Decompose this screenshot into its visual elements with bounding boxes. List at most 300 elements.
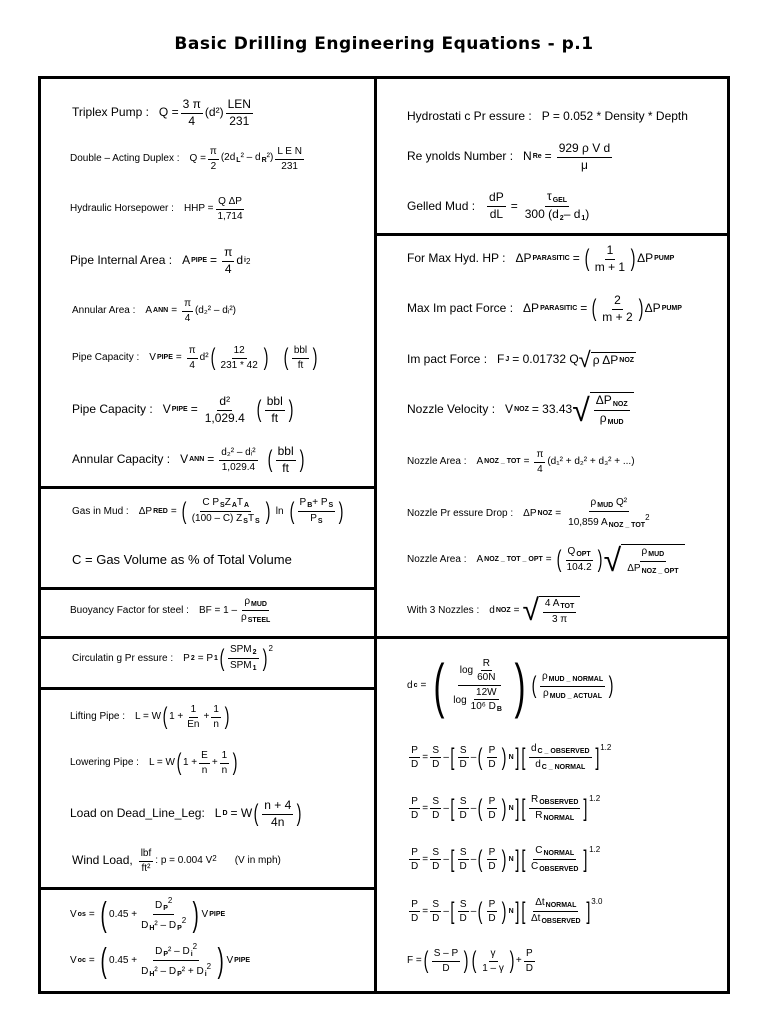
equals: = bbox=[207, 452, 215, 467]
numerator bbox=[540, 671, 605, 686]
term-part: SPM bbox=[229, 644, 252, 655]
superscript: 1.2 bbox=[589, 794, 601, 803]
fraction bbox=[534, 449, 545, 475]
equation-label: With 3 Nozzles : bbox=[407, 605, 480, 617]
fraction bbox=[529, 845, 580, 874]
subscript: i bbox=[190, 951, 193, 958]
term-part: ρ bbox=[641, 546, 648, 558]
paren: ( bbox=[253, 800, 259, 828]
numerator bbox=[589, 497, 630, 512]
equation-label: Max Im pact Force : bbox=[407, 301, 514, 316]
bracket: [ bbox=[450, 845, 455, 873]
radical-sign: √ bbox=[578, 347, 591, 372]
numerator: lbf bbox=[139, 848, 154, 862]
numerator: π bbox=[534, 449, 545, 463]
subscript: S bbox=[255, 518, 260, 526]
numerator: 929 ρ V d bbox=[557, 142, 613, 158]
denominator: 1,029.4 bbox=[221, 461, 256, 473]
equals: = bbox=[420, 680, 427, 692]
fraction bbox=[275, 146, 304, 172]
denominator: 4n bbox=[271, 814, 285, 829]
bracket: [ bbox=[450, 794, 455, 822]
numerator: 1 bbox=[220, 750, 230, 764]
square-root bbox=[604, 544, 685, 576]
paren: ( bbox=[477, 794, 483, 822]
subscript: MUD bbox=[607, 419, 624, 427]
subscript: N bbox=[508, 855, 514, 863]
subscript: 1 bbox=[581, 215, 586, 223]
triplex-pump-equation bbox=[72, 98, 255, 129]
divider bbox=[38, 687, 376, 690]
equals: = bbox=[190, 402, 198, 417]
subscript: R bbox=[261, 157, 267, 165]
pore-pressure-dc-equation bbox=[407, 743, 611, 772]
equals: = P bbox=[197, 652, 214, 664]
denominator bbox=[523, 207, 592, 223]
denominator: 3 π bbox=[551, 614, 568, 626]
equals: = bbox=[544, 149, 552, 164]
denominator: D bbox=[488, 913, 496, 925]
term-part: C bbox=[530, 861, 539, 873]
fraction bbox=[458, 847, 469, 873]
slip-velocity-equation-1 bbox=[70, 896, 225, 933]
numerator: π bbox=[187, 345, 198, 359]
numerator bbox=[594, 394, 630, 411]
fraction bbox=[593, 244, 627, 275]
paren: ) bbox=[514, 652, 526, 719]
subscript: MUD bbox=[648, 551, 665, 559]
subscript: D bbox=[222, 810, 228, 818]
term: 0.45 + bbox=[109, 908, 138, 920]
denominator: 4 bbox=[189, 359, 195, 371]
divider bbox=[38, 887, 376, 890]
term-part: D bbox=[155, 946, 163, 957]
denominator bbox=[469, 700, 504, 714]
denominator bbox=[533, 758, 587, 772]
term: ΔP bbox=[644, 301, 661, 316]
subscript: OBSERVED bbox=[541, 918, 581, 926]
fraction bbox=[185, 704, 201, 730]
numerator: P bbox=[487, 796, 498, 810]
denominator: 231 bbox=[281, 160, 298, 172]
subscript: MUD _ ACTUAL bbox=[549, 692, 602, 700]
lowering-pipe-equation bbox=[70, 750, 239, 776]
denominator: D bbox=[432, 913, 440, 925]
annular-area-equation bbox=[72, 298, 236, 324]
denominator: 60N bbox=[477, 672, 496, 684]
term-part: ρ bbox=[241, 612, 247, 624]
term-part: 4 A bbox=[544, 598, 560, 610]
ln-operator: ln bbox=[275, 505, 284, 517]
numerator: S bbox=[458, 899, 469, 913]
subscript: NOZ bbox=[514, 405, 529, 413]
unit-fraction bbox=[139, 848, 154, 874]
denominator: 4 bbox=[188, 113, 196, 128]
denominator bbox=[533, 809, 576, 823]
equation-label: Re ynolds Number : bbox=[407, 149, 514, 164]
gelled-mud-equation bbox=[407, 190, 593, 223]
fraction bbox=[226, 98, 253, 129]
subscript: S bbox=[220, 502, 225, 509]
equation-lhs: V bbox=[70, 954, 77, 966]
denominator: m + 1 bbox=[594, 259, 626, 274]
equation-label: Pipe Internal Area : bbox=[70, 253, 173, 268]
paren: ( bbox=[477, 743, 483, 771]
paren: ) bbox=[630, 245, 636, 273]
superscript: 2 bbox=[645, 513, 650, 523]
equals: = bbox=[580, 301, 588, 316]
equation-lhs: A bbox=[476, 456, 484, 468]
term bbox=[221, 152, 273, 165]
equals: = bbox=[170, 505, 177, 517]
denominator: μ bbox=[580, 157, 588, 172]
fraction bbox=[486, 796, 497, 822]
subscript: 2 bbox=[252, 649, 257, 656]
fraction bbox=[566, 497, 651, 530]
radicand bbox=[591, 352, 636, 368]
term-part: (100 – C) Z bbox=[191, 513, 243, 525]
minus: – bbox=[443, 853, 449, 865]
denominator: En bbox=[187, 718, 200, 730]
numerator: π bbox=[208, 146, 219, 160]
fraction bbox=[451, 658, 508, 715]
superscript: 2 bbox=[245, 256, 251, 266]
paren: ( bbox=[433, 652, 445, 719]
subscript: PIPE bbox=[156, 353, 173, 361]
term-part: ² – D bbox=[154, 920, 177, 932]
fraction bbox=[480, 948, 506, 974]
equals: = bbox=[210, 253, 218, 268]
subscript: S bbox=[243, 518, 248, 526]
equation-lhs: ΔP bbox=[138, 505, 153, 517]
paren: ) bbox=[597, 546, 603, 573]
equation-lhs: L = W bbox=[148, 757, 175, 769]
superscript: 2 bbox=[181, 916, 187, 926]
term: (d²) bbox=[204, 105, 224, 120]
annular-capacity-equation bbox=[72, 445, 306, 476]
subscript: MUD bbox=[597, 502, 614, 509]
bracket: [ bbox=[450, 897, 455, 925]
divider bbox=[38, 486, 376, 489]
paren: ) bbox=[224, 703, 230, 730]
equals: = bbox=[422, 853, 429, 865]
paren: ( bbox=[584, 245, 590, 273]
equation-label: Double – Acting Duplex : bbox=[70, 153, 180, 165]
term: V bbox=[201, 908, 209, 920]
bracket: [ bbox=[521, 845, 526, 873]
equation-label: Hydrostati c Pr essure : bbox=[407, 109, 532, 123]
paren: ) bbox=[299, 446, 305, 474]
term-part: R bbox=[530, 794, 539, 805]
equals: = bbox=[171, 305, 178, 317]
subscript: B bbox=[496, 706, 502, 714]
log-operator: log bbox=[459, 664, 474, 676]
term-part: d bbox=[530, 743, 537, 754]
fraction bbox=[430, 847, 441, 873]
numerator bbox=[458, 658, 502, 686]
fraction bbox=[220, 750, 230, 776]
circulating-pressure-equation bbox=[72, 644, 273, 673]
fraction bbox=[469, 687, 504, 715]
numerator: π bbox=[222, 246, 234, 262]
equation-lhs: Q = bbox=[189, 153, 206, 165]
numerator: P bbox=[409, 796, 420, 810]
denominator bbox=[139, 915, 188, 933]
subscript: NOZ _ TOT bbox=[608, 522, 646, 530]
superscript: 2 bbox=[167, 896, 173, 905]
fraction bbox=[475, 658, 497, 684]
term-part: (2d bbox=[220, 152, 236, 164]
denominator: D bbox=[525, 962, 533, 974]
minus: – bbox=[470, 853, 477, 865]
paren: ( bbox=[471, 947, 477, 974]
paren: ( bbox=[219, 644, 225, 672]
pipe-capacity-equation-1 bbox=[72, 345, 319, 371]
term-part: – d bbox=[563, 207, 581, 222]
equation-rhs: P = 0.052 * Density * Depth bbox=[541, 109, 688, 123]
radical-sign: √ bbox=[572, 391, 590, 428]
equation-lhs: BF = 1 – bbox=[198, 604, 238, 616]
subscript: ANN bbox=[189, 456, 205, 464]
term-part: Δt bbox=[530, 913, 541, 925]
denominator: n bbox=[213, 718, 219, 730]
equation-label: Pipe Capacity : bbox=[72, 402, 153, 417]
paren: ( bbox=[210, 344, 215, 371]
equation-label: Gelled Mud : bbox=[407, 198, 476, 213]
divider bbox=[38, 587, 376, 590]
numerator: bbl bbox=[276, 445, 296, 461]
double-acting-duplex-equation bbox=[70, 146, 306, 172]
paren: ) bbox=[288, 396, 294, 424]
term-part: ρ ΔP bbox=[592, 353, 619, 368]
minus: – bbox=[470, 905, 477, 917]
fraction bbox=[409, 745, 420, 771]
numerator: γ bbox=[489, 948, 498, 962]
fraction bbox=[139, 942, 213, 979]
subscript: NOZ bbox=[495, 606, 511, 614]
superscript: 3.0 bbox=[591, 897, 603, 906]
denominator bbox=[308, 512, 324, 526]
term: 1 + bbox=[169, 711, 184, 723]
equals: = bbox=[88, 908, 95, 920]
denominator: D bbox=[459, 759, 467, 771]
term-part: ρ bbox=[590, 497, 597, 508]
term-part: D bbox=[154, 900, 163, 911]
term-part: T bbox=[236, 497, 243, 508]
numerator: 12W bbox=[474, 687, 499, 701]
subscript: P bbox=[163, 905, 168, 912]
paren: ) bbox=[312, 344, 318, 371]
bracket: ] bbox=[514, 845, 519, 873]
pore-pressure-sonic-equation bbox=[407, 897, 602, 926]
equation-label: Pipe Capacity : bbox=[72, 352, 140, 364]
fraction bbox=[430, 745, 441, 771]
subscript: N bbox=[508, 753, 514, 761]
divider bbox=[374, 233, 730, 236]
equation-rhs: : p = 0.004 V bbox=[155, 855, 213, 867]
subscript: OPT bbox=[576, 551, 591, 559]
dead-line-load-equation bbox=[70, 799, 303, 830]
denominator: ft² bbox=[141, 862, 151, 874]
term-part: ΔP bbox=[595, 393, 612, 407]
subscript: Re bbox=[532, 153, 542, 161]
subscript: MUD _ NORMAL bbox=[548, 676, 604, 684]
fraction bbox=[432, 948, 460, 974]
denominator: D bbox=[459, 913, 467, 925]
subscript: J bbox=[505, 355, 510, 363]
fraction bbox=[219, 345, 260, 371]
fraction bbox=[262, 799, 293, 830]
numerator: R bbox=[481, 658, 492, 672]
denominator: ft bbox=[282, 460, 289, 475]
paren: ) bbox=[509, 947, 515, 974]
fraction bbox=[557, 142, 613, 173]
bracket: ] bbox=[583, 794, 588, 822]
numerator: bbl bbox=[265, 395, 285, 411]
equals: = bbox=[572, 251, 580, 266]
term-part: P bbox=[310, 513, 317, 525]
term-part: Q² bbox=[615, 497, 628, 508]
numerator: n + 4 bbox=[262, 799, 293, 815]
superscript: 2 bbox=[212, 854, 217, 863]
term-part: Δt bbox=[535, 897, 545, 908]
paren: ) bbox=[262, 644, 267, 672]
subscript: PARASITIC bbox=[532, 255, 570, 263]
term-part: P bbox=[299, 497, 307, 508]
fraction bbox=[540, 671, 605, 700]
unit-note: (V in mph) bbox=[234, 855, 281, 867]
equation-label: Lifting Pipe : bbox=[70, 711, 126, 723]
numerator bbox=[529, 794, 580, 809]
bracket: ] bbox=[583, 845, 588, 873]
term-part: Q bbox=[567, 546, 576, 558]
subscript: GEL bbox=[552, 197, 568, 204]
term-part: ² – D bbox=[168, 946, 190, 957]
term-part: ² – D bbox=[154, 966, 177, 978]
paren: ( bbox=[283, 344, 289, 371]
denominator: D bbox=[488, 759, 496, 771]
bracket: ] bbox=[594, 743, 599, 771]
numerator: P bbox=[524, 948, 535, 962]
numerator: d² bbox=[217, 395, 232, 411]
numerator: Q ΔP bbox=[216, 196, 244, 210]
paren: ( bbox=[477, 897, 483, 925]
equation-label: Lowering Pipe : bbox=[70, 757, 139, 769]
fracture-equation bbox=[407, 948, 537, 974]
paren: ( bbox=[591, 295, 597, 323]
denominator: 4 bbox=[537, 463, 543, 475]
paren: ( bbox=[556, 546, 562, 573]
subscript: C _ NORMAL bbox=[541, 764, 586, 772]
subscript: P bbox=[177, 925, 182, 933]
subscript: PIPE bbox=[171, 406, 188, 414]
subscript: PUMP bbox=[654, 255, 675, 263]
numerator: S bbox=[430, 847, 441, 861]
term-part: 300 (d bbox=[524, 207, 559, 222]
equals: = 0.01732 Q bbox=[512, 352, 579, 367]
subscript: PIPE bbox=[234, 956, 251, 964]
denominator: D bbox=[432, 759, 440, 771]
superscript: 1.2 bbox=[589, 845, 601, 854]
numerator: dP bbox=[487, 191, 506, 207]
equation-lhs: V bbox=[70, 908, 77, 920]
term-part: R bbox=[535, 810, 543, 822]
denominator: n bbox=[201, 764, 208, 776]
nozzle-velocity-equation bbox=[407, 392, 634, 427]
fraction bbox=[594, 394, 630, 427]
numerator: 1 bbox=[211, 704, 221, 718]
equals: = bbox=[88, 954, 95, 966]
equals: = 33.43 bbox=[531, 401, 573, 416]
radicand bbox=[621, 544, 684, 575]
bracket: [ bbox=[450, 743, 455, 771]
equals: = bbox=[422, 751, 429, 763]
pore-pressure-conductivity-equation bbox=[407, 845, 600, 874]
paren: ) bbox=[501, 845, 506, 873]
denominator: D bbox=[432, 810, 440, 822]
denominator: 1 – γ bbox=[482, 962, 504, 974]
term: V bbox=[226, 954, 234, 966]
radicand bbox=[539, 596, 580, 626]
equation-lhs: F bbox=[497, 352, 505, 367]
equation-lhs: ΔP bbox=[515, 251, 532, 266]
equation-lhs: V bbox=[180, 452, 189, 467]
term-part: ρ bbox=[599, 411, 607, 426]
subscript: A bbox=[243, 502, 250, 509]
square-root bbox=[522, 596, 580, 626]
equation-label: Load on Dead_Line_Leg: bbox=[70, 806, 205, 821]
term: (d₂² – dᵢ²) bbox=[194, 305, 236, 317]
subscript: NOZ bbox=[537, 509, 553, 517]
gas-in-mud-equation bbox=[72, 497, 345, 526]
paren: ( bbox=[531, 672, 537, 699]
fraction bbox=[486, 847, 497, 873]
paren: ( bbox=[423, 947, 429, 974]
fraction bbox=[430, 899, 441, 925]
subscript: P bbox=[163, 951, 169, 958]
lifting-pipe-equation bbox=[70, 704, 231, 730]
subscript: OBSERVED bbox=[539, 866, 579, 874]
term-part: τ bbox=[546, 189, 552, 203]
term-part: 10⁶ D bbox=[470, 701, 496, 713]
divider bbox=[374, 636, 730, 639]
minus: – bbox=[443, 751, 449, 763]
max-hydraulic-hp-equation bbox=[407, 244, 674, 275]
subscript: c bbox=[413, 681, 418, 689]
radical-sign: √ bbox=[603, 542, 622, 578]
subscript: A bbox=[231, 502, 237, 509]
equation-lhs: L = W bbox=[135, 711, 162, 723]
fraction bbox=[228, 644, 259, 673]
denominator: 4 bbox=[224, 261, 232, 276]
minus: – bbox=[443, 802, 449, 814]
fraction bbox=[600, 294, 634, 325]
square-root bbox=[579, 349, 636, 371]
numerator bbox=[228, 644, 259, 659]
fraction bbox=[190, 497, 262, 526]
equation-lhs: A bbox=[182, 253, 191, 268]
fraction bbox=[486, 899, 497, 925]
term-part: C bbox=[535, 845, 543, 856]
paren: ) bbox=[265, 497, 271, 525]
bracket: ] bbox=[514, 897, 519, 925]
denominator bbox=[625, 562, 680, 576]
fraction bbox=[487, 191, 506, 222]
equation-lhs: V bbox=[505, 401, 514, 416]
fraction bbox=[181, 98, 203, 129]
wind-load-equation bbox=[72, 848, 281, 874]
subscript: 2 bbox=[559, 215, 564, 223]
